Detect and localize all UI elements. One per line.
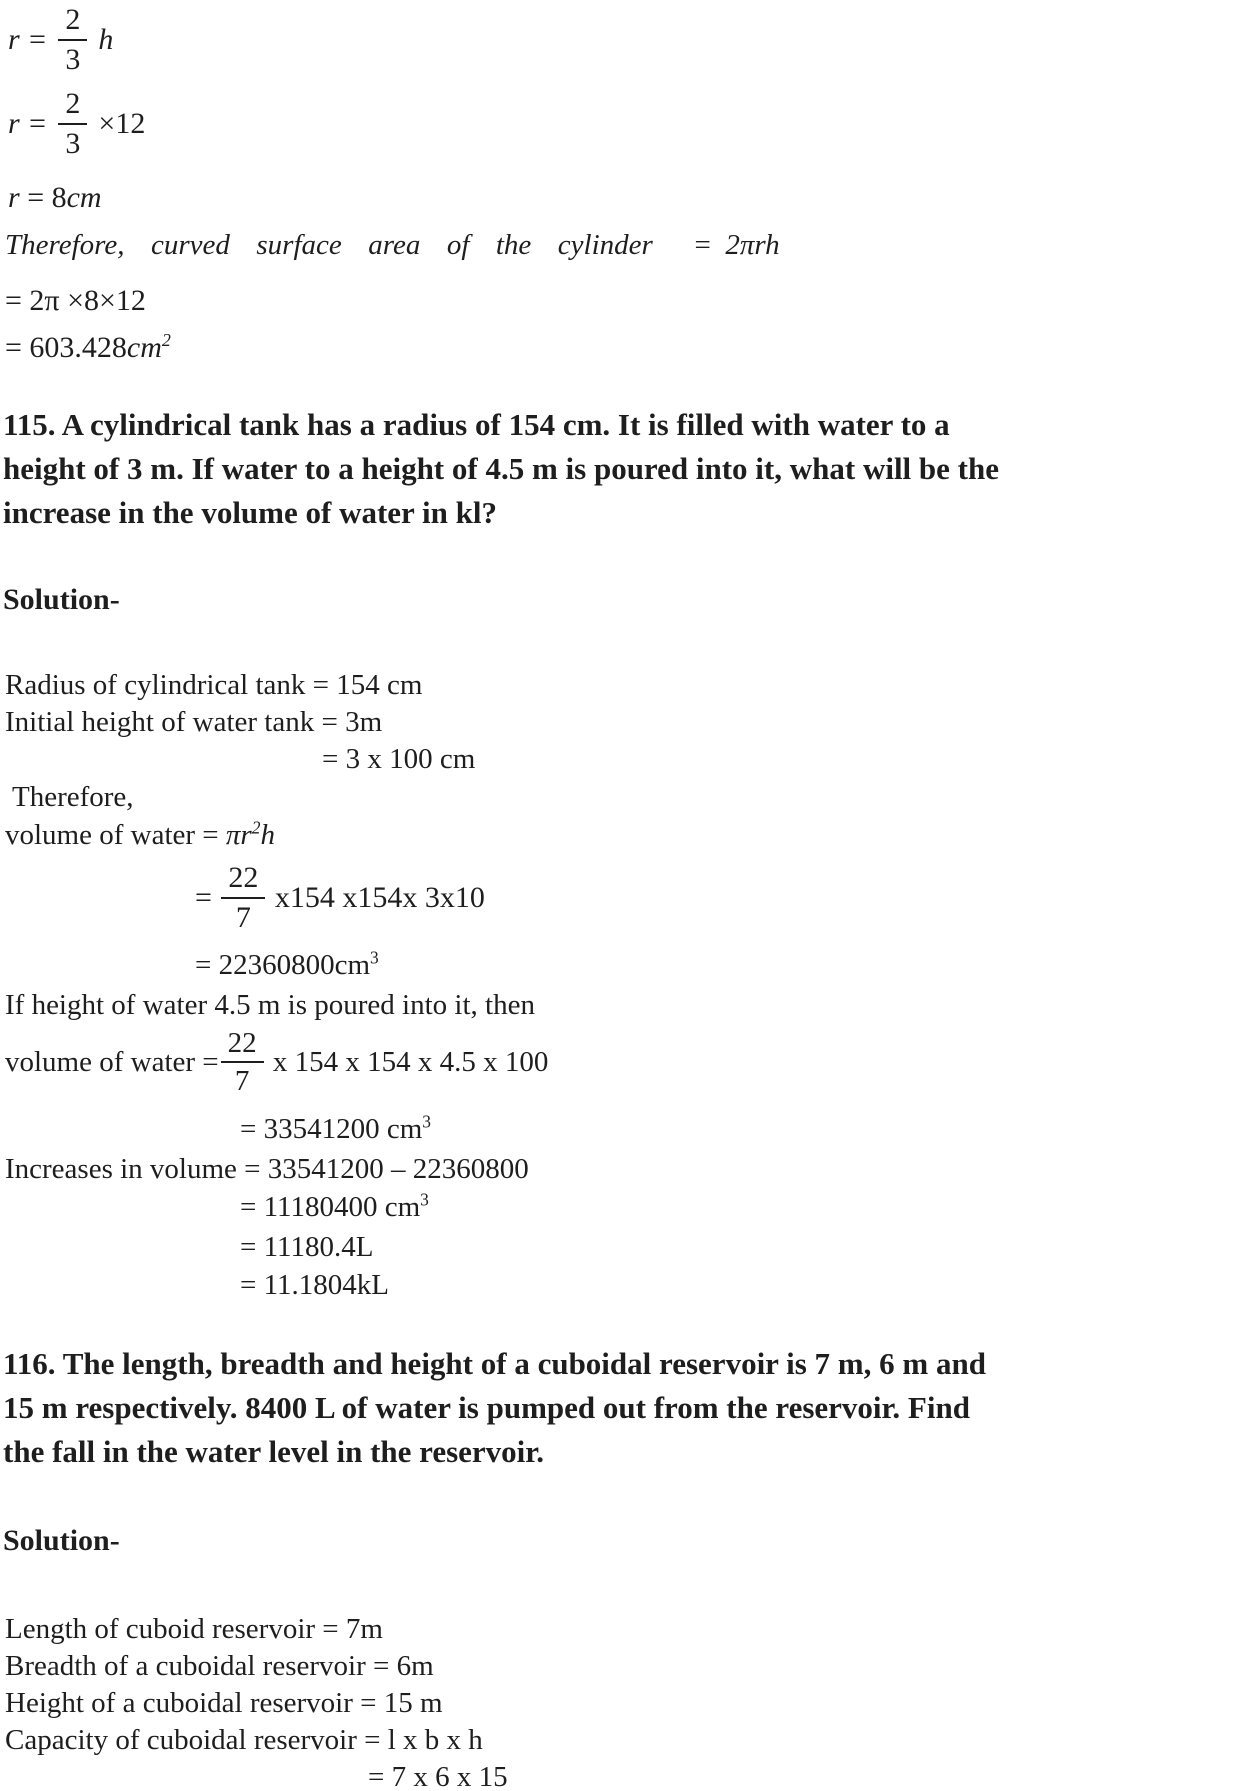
kilolitres-line: = 11.1804kL xyxy=(240,1269,389,1301)
eq1-fraction-numerator: 2 xyxy=(58,4,87,41)
volume-result-value: = 22360800cm xyxy=(195,949,371,981)
litres-line: = 11180.4L xyxy=(240,1231,374,1263)
volume-formula-math: πr xyxy=(225,819,252,851)
volume-calc-line xyxy=(195,862,485,933)
volume2-result-exponent: 3 xyxy=(422,1111,431,1132)
volume2-calc-tail: x 154 x 154 x 4.5 x 100 xyxy=(265,1046,549,1079)
breadth-line: Breadth of a cuboidal reservoir = 6m xyxy=(5,1650,434,1682)
csa-result-unit: cm xyxy=(126,331,162,364)
question-115-heading-line-2: height of 3 m. If water to a height of 4.5 m is poured into it, what will be the xyxy=(3,451,999,486)
increase-result-value: = 11180400 cm xyxy=(240,1191,421,1223)
question-116-heading-line-2: 15 m respectively. 8400 L of water is pumped out from the reservoir. Find xyxy=(3,1390,970,1425)
intro-equation-3 xyxy=(8,180,102,216)
eq2-lhs: r = xyxy=(8,106,48,140)
volume-calc-tail: x154 x154x 3x10 xyxy=(267,880,485,914)
height-line: Height of a cuboidal reservoir = 15 m xyxy=(5,1687,443,1719)
eq1-fraction xyxy=(56,4,89,75)
initial-height-line: Initial height of water tank = 3m xyxy=(5,706,383,738)
eq2-fraction xyxy=(56,88,89,159)
volume-result-line xyxy=(195,948,379,983)
volume-formula-exponent: 2 xyxy=(251,817,261,838)
therefore-line: Therefore, xyxy=(12,781,134,813)
capacity-calc-line: = 7 x 6 x 15 xyxy=(368,1761,508,1791)
length-line: Length of cuboid reservoir = 7m xyxy=(5,1613,383,1645)
csa-result-value: = 603.428 xyxy=(5,331,127,364)
question-116-heading-line-1: 116. The length, breadth and height of a cuboidal reservoir is 7 m, 6 m and xyxy=(3,1346,986,1381)
eq1-lhs: r = xyxy=(8,22,48,56)
volume-calc-fraction-denominator: 7 xyxy=(235,900,251,934)
volume2-calc-fraction-denominator: 7 xyxy=(234,1065,250,1098)
question-115-heading-line-1: 115. A cylindrical tank has a radius of 154 cm. It is filled with water to a xyxy=(3,407,950,442)
volume-formula-line xyxy=(5,818,275,853)
height-cm-line: = 3 x 100 cm xyxy=(322,743,476,775)
intro-equation-1 xyxy=(8,4,113,75)
question-115-solution-label: Solution- xyxy=(3,583,120,616)
volume2-calc-fraction-numerator: 22 xyxy=(221,1028,264,1063)
volume2-calc-pre: volume of water = xyxy=(5,1046,219,1079)
capacity-line: Capacity of cuboidal reservoir = l x b x h xyxy=(5,1724,483,1756)
volume2-result-line xyxy=(240,1112,431,1147)
csa-result-exponent: 2 xyxy=(161,330,171,351)
volume-calc-fraction-numerator: 22 xyxy=(221,862,265,899)
volume2-result-value: = 33541200 cm xyxy=(240,1113,423,1145)
question-116-heading xyxy=(3,1342,986,1474)
radius-line: Radius of cylindrical tank = 154 cm xyxy=(5,669,423,701)
eq1-rhs: h xyxy=(98,22,114,56)
question-116-heading-line-3: the fall in the water level in the reservoir. xyxy=(3,1434,544,1469)
pour-line: If height of water 4.5 m is poured into it, then xyxy=(5,989,535,1021)
csa-calc-line: = 2π ×8×12 xyxy=(5,284,146,317)
volume-calc-equals: = xyxy=(195,880,220,914)
csa-statement-line: Therefore, curved surface area of the cylinder = 2πrh xyxy=(5,229,780,261)
intro-equation-2 xyxy=(8,88,145,159)
eq3-mid: = 8 xyxy=(19,181,67,214)
eq3-unit: cm xyxy=(66,181,102,214)
volume2-calc-fraction xyxy=(219,1028,266,1097)
volume2-calc-line xyxy=(5,1028,548,1097)
question-115-heading xyxy=(3,403,999,535)
increase-line: Increases in volume = 33541200 – 22360800 xyxy=(5,1153,529,1185)
increase-result-exponent: 3 xyxy=(420,1189,429,1210)
question-115-heading-line-3: increase in the volume of water in kl? xyxy=(3,495,497,530)
eq1-fraction-denominator: 3 xyxy=(65,42,81,76)
volume-formula-text: volume of water = xyxy=(5,819,226,851)
volume-calc-fraction xyxy=(219,862,267,933)
eq3-variable: r xyxy=(8,181,20,214)
volume-result-exponent: 3 xyxy=(370,947,379,968)
eq2-fraction-numerator: 2 xyxy=(58,88,87,125)
increase-result-line xyxy=(240,1190,429,1225)
csa-result-line xyxy=(5,330,171,366)
volume-formula-height-var: h xyxy=(260,819,275,851)
eq2-fraction-denominator: 3 xyxy=(65,126,81,160)
question-116-solution-label: Solution- xyxy=(3,1524,120,1557)
eq2-rhs: ×12 xyxy=(98,106,146,140)
